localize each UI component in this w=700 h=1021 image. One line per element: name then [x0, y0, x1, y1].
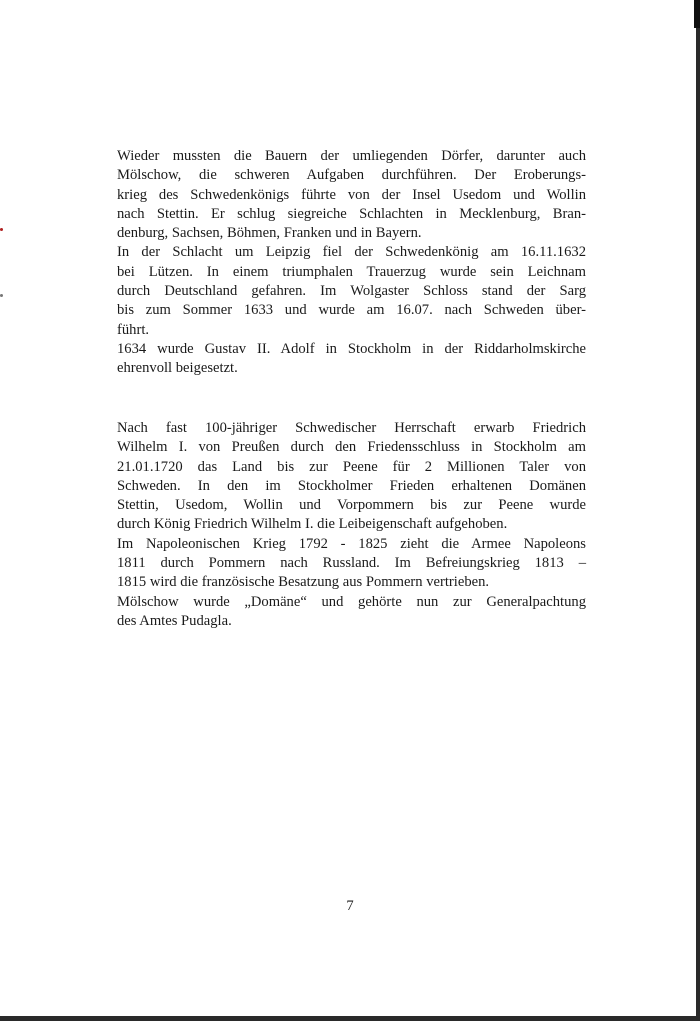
- text-line: des Amtes Pudagla.: [117, 612, 232, 629]
- text-line: krieg des Schwedenkönigs führte von der Insel Usedom und Wollin: [117, 186, 586, 203]
- text-line: Stettin, Usedom, Wollin und Vorpommern bis zur Peene wurde: [117, 497, 586, 514]
- scan-edge-bottom: [0, 1016, 700, 1021]
- text-line: bei Lützen. In einem triumphalen Trauerzug wurde sein Leichnam: [117, 263, 586, 280]
- scan-speck-red: [0, 228, 3, 231]
- text-line: durch Deutschland gefahren. Im Wolgaster Schloss stand der Sarg: [117, 283, 586, 300]
- paragraph-burial: [117, 340, 586, 379]
- text-line: nach Stettin. Er schlug siegreiche Schlachten in Mecklenburg, Bran-: [117, 205, 586, 222]
- scan-edge-right: [696, 0, 700, 1021]
- text-line: Schweden. In den im Stockholmer Frieden erhaltenen Domänen: [117, 477, 586, 494]
- text-line: 1815 wird die französische Besatzung aus Pommern vertrieben.: [117, 574, 490, 591]
- text-line: Mölschow, die schweren Aufgaben durchführen. Der Eroberungs-: [117, 167, 586, 184]
- text-line: ehrenvoll beigesetzt.: [117, 360, 238, 377]
- text-line: 1811 durch Pommern nach Russland. Im Befreiungskrieg 1813 –: [117, 555, 586, 572]
- paragraph-domaene: [117, 593, 586, 632]
- text-section-prussian-era: [117, 419, 586, 631]
- text-line: denburg, Sachsen, Böhmen, Franken und in Bayern.: [117, 225, 422, 242]
- paragraph-stockholm-peace: [117, 419, 586, 535]
- text-line: In der Schlacht um Leipzig fiel der Schwedenkönig am 16.11.1632: [117, 244, 586, 261]
- text-section-swedish-war: [117, 147, 586, 379]
- scan-edge-right-top: [694, 0, 700, 28]
- paragraph-conquest: [117, 147, 586, 243]
- text-line: führt.: [117, 321, 150, 338]
- text-line: Wieder mussten die Bauern der umliegenden Dörfer, darunter auch: [117, 148, 586, 164]
- text-line: Wilhelm I. von Preußen durch den Friedensschluss in Stockholm am: [117, 439, 586, 456]
- text-line: Im Napoleonischen Krieg 1792 - 1825 zieht die Armee Napoleons: [117, 535, 586, 552]
- paragraph-leipzig-battle: [117, 243, 586, 339]
- text-line: Mölschow wurde „Domäne“ und gehörte nun zur Generalpachtung: [117, 593, 586, 610]
- text-line: Nach fast 100-jähriger Schwedischer Herrschaft erwarb Friedrich: [117, 420, 586, 436]
- text-line: 1634 wurde Gustav II. Adolf in Stockholm in der Riddarholmskirche: [117, 340, 586, 357]
- scan-speck-gray: [0, 294, 3, 297]
- text-line: bis zum Sommer 1633 und wurde am 16.07. nach Schweden über-: [117, 302, 586, 319]
- text-line: 21.01.1720 das Land bis zur Peene für 2 Millionen Taler von: [117, 458, 586, 475]
- paragraph-napoleonic-war: [117, 535, 586, 593]
- page-number: 7: [346, 898, 354, 914]
- text-line: durch König Friedrich Wilhelm I. die Leibeigenschaft aufgehoben.: [117, 516, 508, 533]
